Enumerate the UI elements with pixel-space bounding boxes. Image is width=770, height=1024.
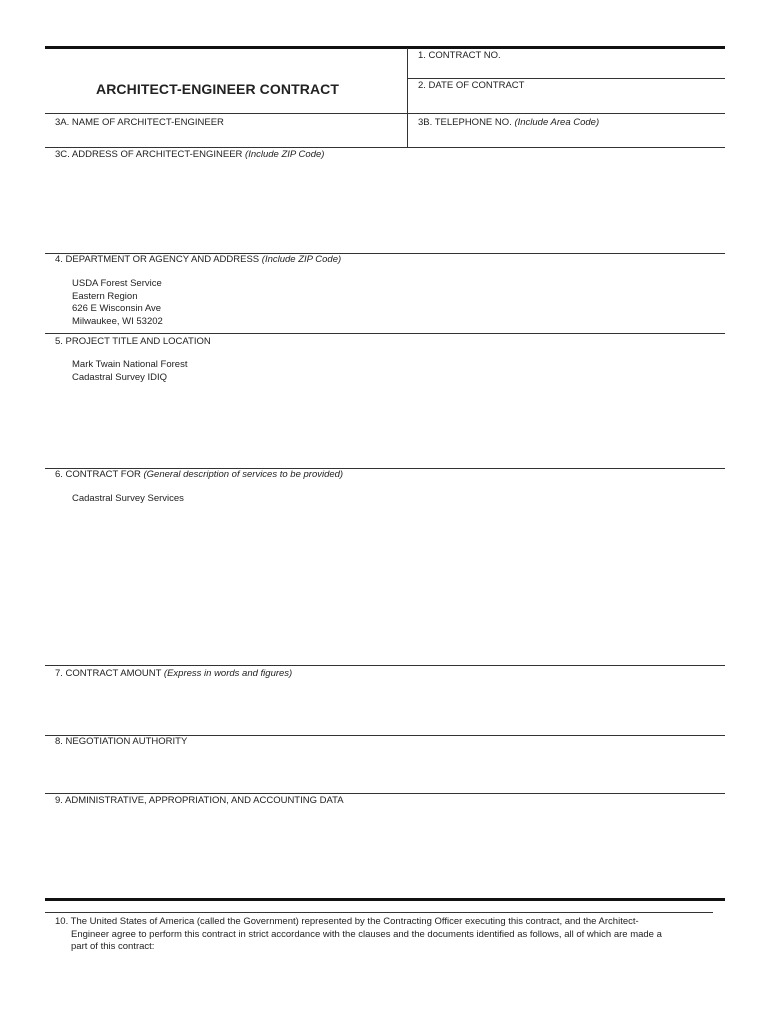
box7-amount-label: 7. CONTRACT AMOUNT (Express in words and figures) (55, 668, 293, 679)
box2-date-label: 2. DATE OF CONTRACT (418, 80, 525, 91)
form-title: ARCHITECT-ENGINEER CONTRACT (96, 81, 340, 97)
rule-box9-bottom (45, 898, 725, 901)
box4-address-block (72, 278, 163, 328)
box5-line-2: Cadastral Survey IDIQ (72, 371, 168, 383)
box6-services-block (72, 493, 184, 506)
box10-agreement-text (55, 916, 705, 954)
box5-project-block (72, 359, 187, 384)
header-divider (407, 48, 408, 148)
box4-line-4: Milwaukee, WI 53202 (72, 315, 163, 327)
box5-line-1: Mark Twain National Forest (72, 359, 188, 370)
box6-contract-for-label: 6. CONTRACT FOR (General description of services to be provided) (55, 469, 344, 480)
rule-box6-bottom (45, 665, 725, 666)
rule-box8-bottom (45, 793, 725, 794)
box9-accounting-label: 9. ADMINISTRATIVE, APPROPRIATION, AND ACCOUNTING DATA (55, 795, 344, 806)
rule-box3-bottom (45, 147, 725, 148)
box6-line-1: Cadastral Survey Services (72, 493, 184, 504)
top-rule (45, 46, 725, 49)
box1-contract-no-label: 1. CONTRACT NO. (418, 50, 501, 61)
box10-line-2: Engineer agree to perform this contract in strict accordance with the clauses and the documents identified as follows, all of which are made a (71, 928, 662, 940)
box3a-name-label: 3A. NAME OF ARCHITECT-ENGINEER (55, 117, 224, 128)
box3c-address-label: 3C. ADDRESS OF ARCHITECT-ENGINEER (Include ZIP Code) (55, 149, 325, 160)
rule-box4-bottom (45, 333, 725, 334)
box3b-telephone-label: 3B. TELEPHONE NO. (Include Area Code) (418, 117, 600, 128)
rule-box10-top (45, 912, 713, 913)
box5-project-label: 5. PROJECT TITLE AND LOCATION (55, 336, 211, 347)
box8-negotiation-label: 8. NEGOTIATION AUTHORITY (55, 736, 188, 747)
box4-department-label: 4. DEPARTMENT OR AGENCY AND ADDRESS (Include ZIP Code) (55, 254, 342, 265)
box4-line-3: 626 E Wisconsin Ave (72, 303, 162, 314)
box10-line-3: part of this contract: (71, 941, 155, 952)
box4-line-1: USDA Forest Service (72, 278, 162, 289)
box4-line-2: Eastern Region (72, 290, 138, 302)
rule-box1-bottom (407, 78, 725, 79)
box10-line-1: 10. The United States of America (called the Government) represented by the Contracting Officer executing this contract, and the Architect- (55, 916, 639, 927)
rule-box2-bottom (45, 113, 725, 114)
